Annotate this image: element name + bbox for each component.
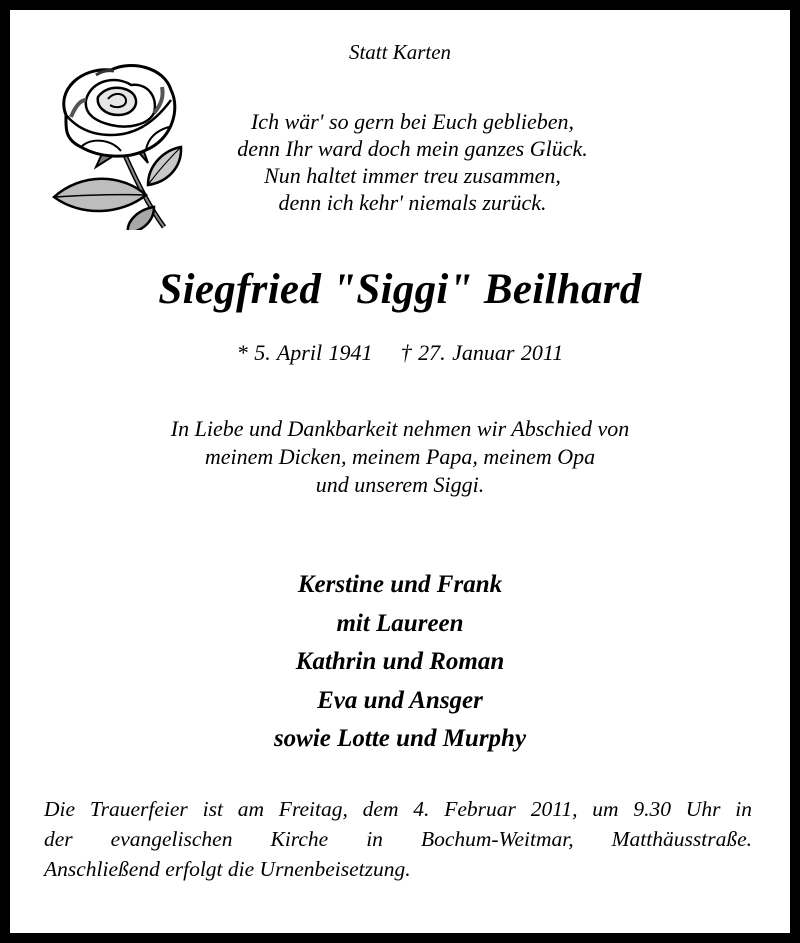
poem-line: Ich wär' so gern bei Euch geblieben, [250, 109, 575, 134]
poem-line: denn ich kehr' niemals zurück. [278, 190, 547, 215]
family-line: Kathrin und Roman [295, 648, 505, 675]
death-date: † 27. Januar 2011 [400, 340, 564, 365]
ceremony-line: Die Trauerfeier ist am Freitag, dem 4. Februar 2011, um 9.30 Uhr in [44, 797, 752, 821]
ceremony-line: der evangelischen Kirche in Bochum-Weitmar, Matthäusstraße. [44, 827, 752, 851]
ceremony-info [44, 794, 752, 884]
farewell-line: In Liebe und Dankbarkeit nehmen wir Abschied von [170, 416, 630, 441]
poem-line: Nun haltet immer treu zusammen, [264, 163, 561, 188]
family-list [10, 566, 790, 759]
deceased-name: Siegfried "Siggi" Beilhard [158, 266, 642, 313]
family-line: Kerstine und Frank [297, 571, 503, 598]
poem [10, 108, 790, 216]
family-line: Eva und Ansger [317, 686, 483, 714]
life-dates [10, 340, 790, 366]
ceremony-line: Anschließend erfolgt die Urnenbeisetzung. [44, 857, 411, 881]
farewell-line: meinem Dicken, meinem Papa, meinem Opa [204, 444, 596, 469]
farewell-line: und unserem Siggi. [315, 472, 485, 497]
family-line: mit Laureen [336, 609, 464, 637]
farewell-text [10, 415, 790, 499]
family-line: sowie Lotte und Murphy [273, 725, 527, 752]
statt-karten-note: Statt Karten [348, 40, 452, 64]
poem-line: denn Ihr ward doch mein ganzes Glück. [237, 136, 588, 161]
birth-date: * 5. April 1941 [236, 340, 373, 365]
